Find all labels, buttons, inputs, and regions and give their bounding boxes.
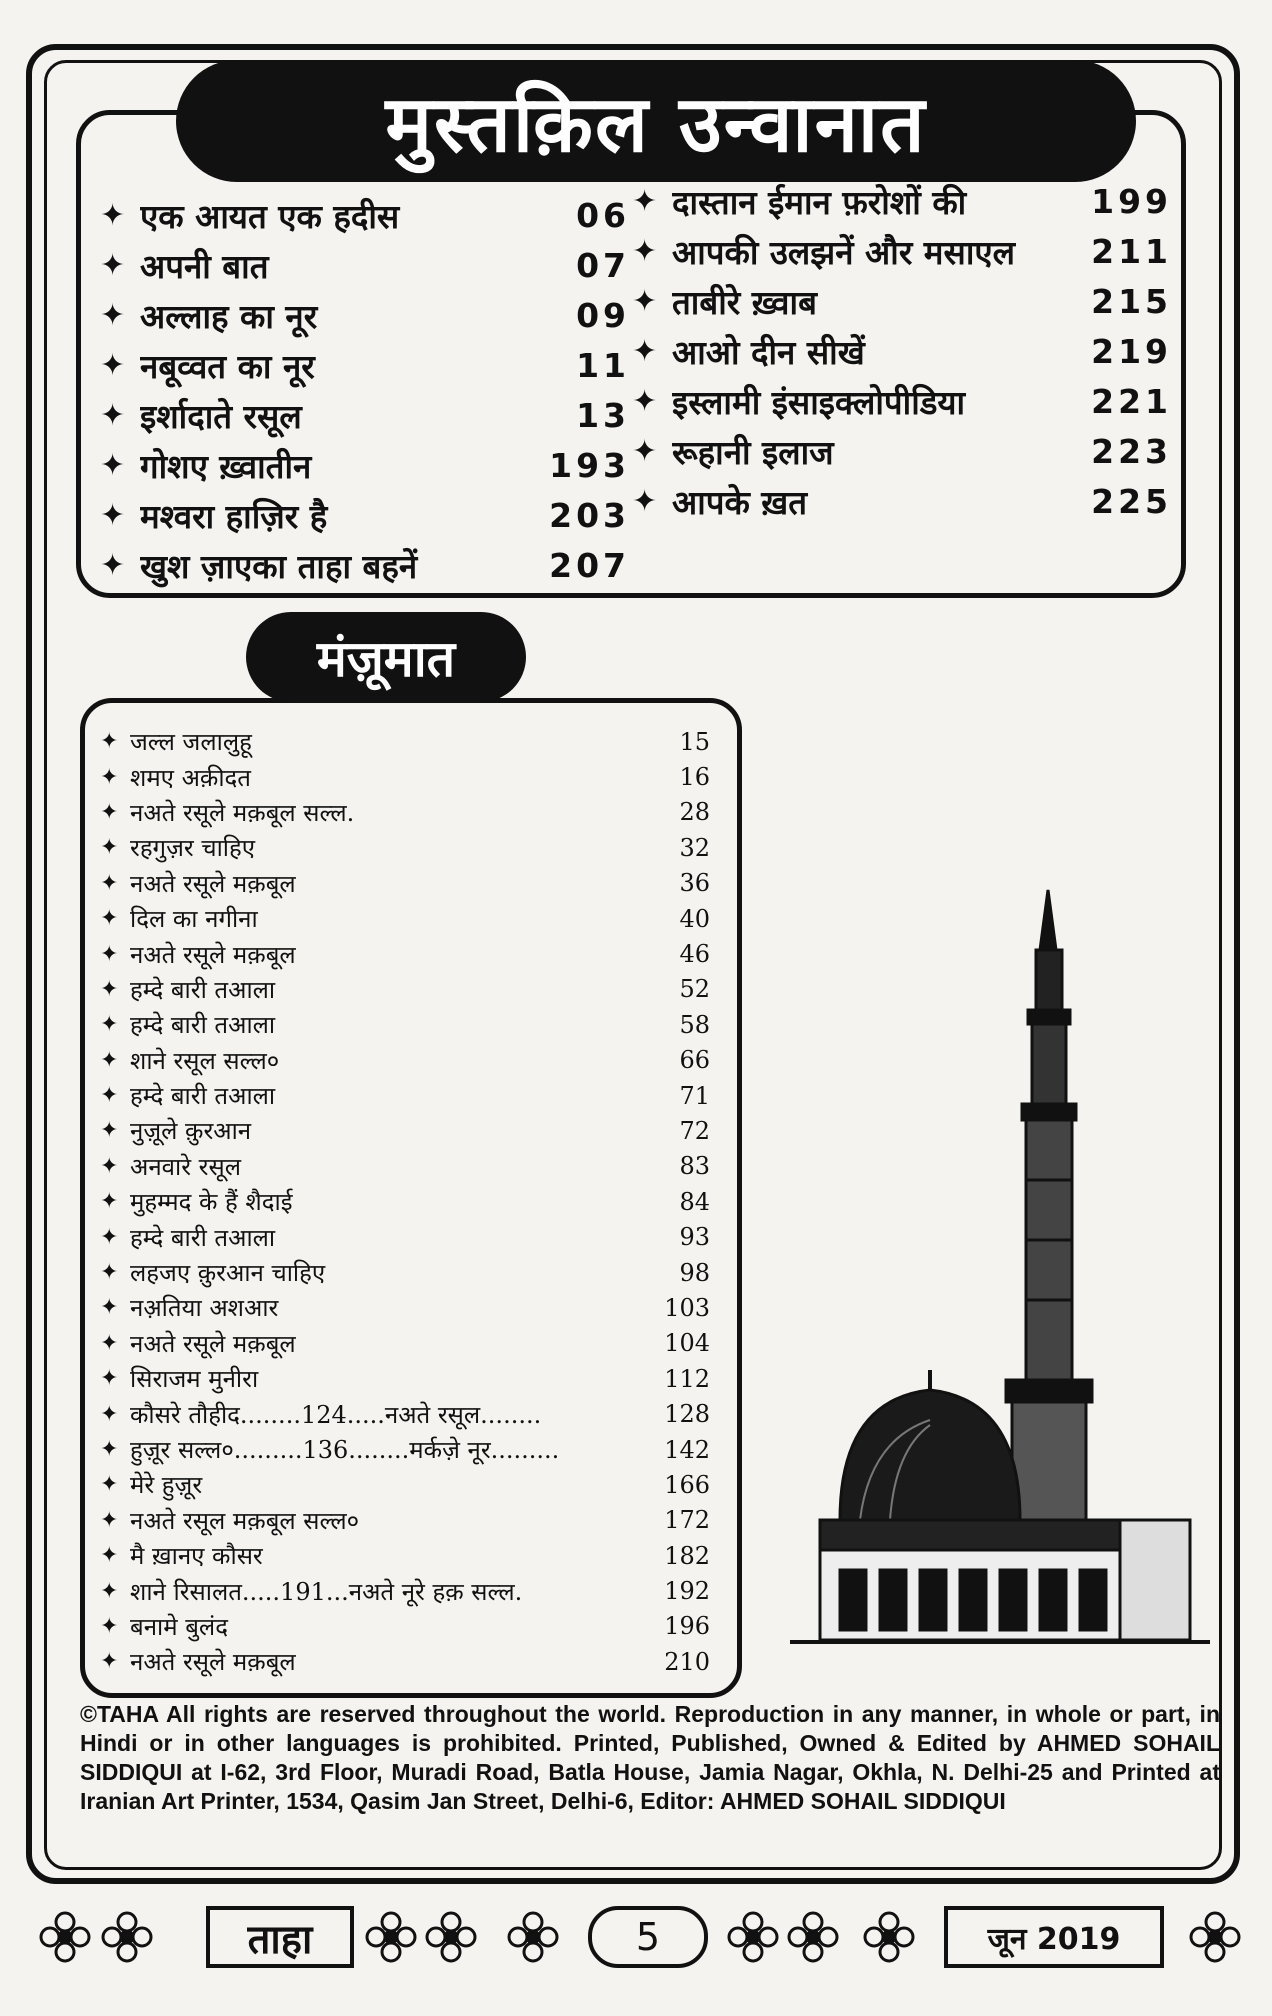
poem-entry[interactable] <box>100 901 710 936</box>
poem-entry[interactable] <box>100 724 710 759</box>
star-bullet-icon: ✦ <box>100 247 126 283</box>
page-footer <box>0 1900 1272 1980</box>
poem-entry[interactable] <box>100 830 710 865</box>
poem-entry[interactable] <box>100 1538 710 1573</box>
toc-entry[interactable] <box>632 426 1172 476</box>
issue-date: जून 2019 <box>944 1906 1164 1968</box>
star-bullet-icon: ✦ <box>100 976 119 1002</box>
star-bullet-icon: ✦ <box>100 1224 119 1250</box>
toc-title: नबूव्वत का नूर <box>140 346 315 386</box>
toc-page: 203 <box>549 495 630 535</box>
poem-entry[interactable] <box>100 1467 710 1502</box>
star-bullet-icon: ✦ <box>100 1047 119 1073</box>
flower-ornament-icon <box>38 1910 92 1964</box>
poem-title: लहजए क़ुरआन चाहिए <box>130 1259 326 1288</box>
star-bullet-icon: ✦ <box>632 333 658 369</box>
toc-title: ताबीरे ख़्वाब <box>672 282 817 322</box>
star-bullet-icon: ✦ <box>100 1543 119 1569</box>
toc-title: आओ दीन सीखें <box>672 332 865 372</box>
star-bullet-icon: ✦ <box>632 183 658 219</box>
poem-page: 15 <box>679 727 710 756</box>
poem-title: जल्ल जलालुहू <box>130 728 252 757</box>
poem-entry[interactable] <box>100 1432 710 1467</box>
flower-ornament-icon <box>364 1910 418 1964</box>
toc-title: अल्लाह का नूर <box>140 296 318 336</box>
toc-title: आपकी उलझनें और मसाएल <box>672 232 1016 272</box>
toc-entry[interactable] <box>632 226 1172 276</box>
star-bullet-icon: ✦ <box>100 297 126 333</box>
toc-page: 199 <box>1091 181 1172 221</box>
poem-entry[interactable] <box>100 1573 710 1608</box>
poem-entry[interactable] <box>100 1326 710 1361</box>
star-bullet-icon: ✦ <box>100 729 119 755</box>
toc-title: मश्वरा हाज़िर है <box>140 496 328 536</box>
poem-page: 16 <box>679 763 710 792</box>
poem-title: नअते रसूले मक़बूल सल्ल. <box>130 798 355 827</box>
star-bullet-icon: ✦ <box>100 1472 119 1498</box>
poem-page: 104 <box>664 1329 710 1358</box>
poem-entry[interactable] <box>100 866 710 901</box>
star-bullet-icon: ✦ <box>100 1083 119 1109</box>
star-bullet-icon: ✦ <box>100 906 119 932</box>
poem-title: हम्दे बारी तआला <box>130 975 276 1004</box>
star-bullet-icon: ✦ <box>100 764 119 790</box>
poem-title: मुहम्मद के हैं शैदाई <box>130 1188 293 1217</box>
poem-title: हम्दे बारी तआला <box>130 1011 276 1040</box>
poem-entry[interactable] <box>100 1113 710 1148</box>
star-bullet-icon: ✦ <box>100 1330 119 1356</box>
toc-page: 223 <box>1091 431 1172 471</box>
poem-title: अनवारे रसूल <box>130 1152 241 1181</box>
star-bullet-icon: ✦ <box>632 283 658 319</box>
star-bullet-icon: ✦ <box>100 1366 119 1392</box>
flower-ornament-icon <box>100 1910 154 1964</box>
toc-title: रूहानी इलाज <box>672 432 834 472</box>
poem-page: 166 <box>664 1470 710 1499</box>
toc-page: 07 <box>576 245 630 285</box>
poem-title: नअ़तिया अशआर <box>130 1294 279 1323</box>
star-bullet-icon: ✦ <box>100 870 119 896</box>
poem-title: नअते रसूले मक़बूल <box>130 940 296 969</box>
star-bullet-icon: ✦ <box>100 1153 119 1179</box>
poem-page: 28 <box>679 798 710 827</box>
poem-page: 40 <box>679 904 710 933</box>
toc-title: गोशए ख़्वातीन <box>140 446 312 486</box>
star-bullet-icon: ✦ <box>632 483 658 519</box>
toc-entry[interactable] <box>100 190 630 240</box>
toc-page: 219 <box>1091 331 1172 371</box>
poem-entry[interactable] <box>100 759 710 794</box>
star-bullet-icon: ✦ <box>100 1613 119 1639</box>
copyright-notice: ©TAHA All rights are reserved throughout the world. Reproduction in any manner, in whole or part, in Hindi or in other languages is prohibited. Printed, Published, Owned & Edited by AHMED SOHAIL SIDDIQUI at I-62, 3rd Floor, Muradi Road, Batla House, Jamia Nagar, Okhla, N. Delhi-25 and Printed at Iranian Art Printer, 1534, Qasim Jan Street, Delhi-6, Editor: AHMED SOHAIL SIDDIQUI <box>80 1701 1220 1814</box>
star-bullet-icon: ✦ <box>100 1012 119 1038</box>
poem-entry[interactable] <box>100 1361 710 1396</box>
poem-page: 93 <box>679 1223 710 1252</box>
star-bullet-icon: ✦ <box>100 1295 119 1321</box>
star-bullet-icon: ✦ <box>100 1260 119 1286</box>
poem-title: सिराजम मुनीरा <box>130 1365 259 1394</box>
toc-entry[interactable] <box>632 376 1172 426</box>
star-bullet-icon: ✦ <box>632 433 658 469</box>
poem-title: नअते रसूले मक़बूल <box>130 1648 296 1677</box>
poem-title: शमए अक़ीदत <box>130 763 251 792</box>
magazine-name: ताहा <box>206 1906 354 1968</box>
poem-page: 36 <box>679 869 710 898</box>
toc-title: आपके ख़त <box>672 482 808 522</box>
poem-entry[interactable] <box>100 1644 710 1679</box>
poem-page: 32 <box>679 833 710 862</box>
poem-page: 84 <box>679 1187 710 1216</box>
poem-title: नअते रसूल मक़बूल सल्ल० <box>130 1506 360 1535</box>
poem-page: 46 <box>679 940 710 969</box>
star-bullet-icon: ✦ <box>100 835 119 861</box>
star-bullet-icon: ✦ <box>100 447 126 483</box>
poem-page: 103 <box>664 1293 710 1322</box>
poems-list <box>100 724 710 1680</box>
star-bullet-icon: ✦ <box>100 1401 119 1427</box>
toc-title: इस्लामी इंसाइक्लोपीडिया <box>672 382 966 422</box>
poem-page: 83 <box>679 1152 710 1181</box>
toc-entry[interactable] <box>100 440 630 490</box>
poem-entry[interactable] <box>100 1043 710 1078</box>
toc-entry[interactable] <box>100 540 630 590</box>
star-bullet-icon: ✦ <box>100 1189 119 1215</box>
poem-title: नुज़ूले क़ुरआन <box>130 1117 252 1146</box>
star-bullet-icon: ✦ <box>100 547 126 583</box>
poem-entry[interactable] <box>100 1078 710 1113</box>
poem-page: 128 <box>664 1400 710 1429</box>
star-bullet-icon: ✦ <box>100 1118 119 1144</box>
poem-title: नअते रसूले मक़बूल <box>130 1329 296 1358</box>
toc-page: 13 <box>576 395 630 435</box>
toc-page: 06 <box>576 195 630 235</box>
poem-entry[interactable] <box>100 1609 710 1644</box>
toc-page: 211 <box>1091 231 1172 271</box>
poem-title: शाने रिसालत.....191...नअते नूरे हक़ सल्ल. <box>130 1577 523 1606</box>
poem-title: हुज़ूर सल्ल०.........136........मर्कज़े नूर......... <box>130 1436 560 1464</box>
poem-entry[interactable] <box>100 1396 710 1431</box>
toc-entry[interactable] <box>100 390 630 440</box>
poem-page: 52 <box>679 975 710 1004</box>
flower-ornament-icon <box>424 1910 478 1964</box>
toc-title: खुश ज़ाएका ताहा बहनें <box>140 546 418 586</box>
toc-entry[interactable] <box>632 176 1172 226</box>
poem-entry[interactable] <box>100 1219 710 1254</box>
poem-page: 210 <box>664 1647 710 1676</box>
toc-title: अपनी बात <box>140 246 269 286</box>
poem-entry[interactable] <box>100 795 710 830</box>
toc-page: 221 <box>1091 381 1172 421</box>
poem-page: 112 <box>664 1364 710 1393</box>
poem-title: कौसरे तौहीद........124.....नअते रसूल........ <box>130 1400 542 1429</box>
toc-title: इर्शादाते रसूल <box>140 396 302 436</box>
flower-ornament-icon <box>506 1910 560 1964</box>
star-bullet-icon: ✦ <box>100 347 126 383</box>
toc-page: 09 <box>576 295 630 335</box>
flower-ornament-icon <box>726 1910 780 1964</box>
toc-title: दास्तान ईमान फ़रोशों की <box>672 182 967 222</box>
star-bullet-icon: ✦ <box>100 799 119 825</box>
toc-entry[interactable] <box>632 476 1172 526</box>
poem-title: मेरे हुज़ूर <box>130 1471 203 1500</box>
star-bullet-icon: ✦ <box>100 1507 119 1533</box>
toc-entry[interactable] <box>100 490 630 540</box>
poem-title: हम्दे बारी तआला <box>130 1223 276 1252</box>
poem-entry[interactable] <box>100 972 710 1007</box>
toc-page: 225 <box>1091 481 1172 521</box>
star-bullet-icon: ✦ <box>100 497 126 533</box>
toc-entry[interactable] <box>632 326 1172 376</box>
poem-page: 196 <box>664 1612 710 1641</box>
poem-title: हम्दे बारी तआला <box>130 1082 276 1111</box>
poem-page: 98 <box>679 1258 710 1287</box>
poem-page: 182 <box>664 1541 710 1570</box>
poem-entry[interactable] <box>100 1290 710 1325</box>
star-bullet-icon: ✦ <box>632 233 658 269</box>
regular-columns-heading: मुस्तक़िल उन्वानात <box>176 60 1136 182</box>
page-number: 5 <box>588 1906 708 1968</box>
star-bullet-icon: ✦ <box>100 941 119 967</box>
star-bullet-icon: ✦ <box>100 397 126 433</box>
star-bullet-icon: ✦ <box>632 383 658 419</box>
toc-title: एक आयत एक हदीस <box>140 196 400 236</box>
toc-page: 11 <box>576 345 630 385</box>
star-bullet-icon: ✦ <box>100 1649 119 1675</box>
poem-page: 58 <box>679 1010 710 1039</box>
poem-title: शाने रसूल सल्ल० <box>130 1046 280 1075</box>
poem-entry[interactable] <box>100 1149 710 1184</box>
toc-entry[interactable] <box>632 276 1172 326</box>
poem-page: 71 <box>679 1081 710 1110</box>
toc-page: 207 <box>549 545 630 585</box>
regular-columns-right <box>632 176 1172 526</box>
toc-entry[interactable] <box>100 240 630 290</box>
mosque-illustration <box>780 880 1240 1700</box>
poem-entry[interactable] <box>100 1255 710 1290</box>
poem-page: 72 <box>679 1116 710 1145</box>
poem-title: नअते रसूले मक़बूल <box>130 869 296 898</box>
toc-entry[interactable] <box>100 340 630 390</box>
poems-heading: मंज़ूमात <box>246 612 526 702</box>
flower-ornament-icon <box>1188 1910 1242 1964</box>
poem-page: 66 <box>679 1046 710 1075</box>
flower-ornament-icon <box>862 1910 916 1964</box>
poem-entry[interactable] <box>100 1184 710 1219</box>
poem-entry[interactable] <box>100 936 710 971</box>
poem-page: 172 <box>664 1506 710 1535</box>
poem-page: 142 <box>664 1435 710 1464</box>
regular-columns-left <box>100 190 630 590</box>
flower-ornament-icon <box>786 1910 840 1964</box>
poem-title: मै ख़ानए कौसर <box>130 1542 263 1571</box>
toc-entry[interactable] <box>100 290 630 340</box>
poem-entry[interactable] <box>100 1007 710 1042</box>
toc-page: 193 <box>549 445 630 485</box>
star-bullet-icon: ✦ <box>100 197 126 233</box>
poem-entry[interactable] <box>100 1503 710 1538</box>
star-bullet-icon: ✦ <box>100 1578 119 1604</box>
poem-title: बनामे बुलंद <box>130 1612 228 1641</box>
poem-title: रहगुज़र चाहिए <box>130 834 256 863</box>
poem-page: 192 <box>664 1577 710 1606</box>
poem-title: दिल का नगीना <box>130 905 258 934</box>
toc-page: 215 <box>1091 281 1172 321</box>
star-bullet-icon: ✦ <box>100 1437 119 1462</box>
